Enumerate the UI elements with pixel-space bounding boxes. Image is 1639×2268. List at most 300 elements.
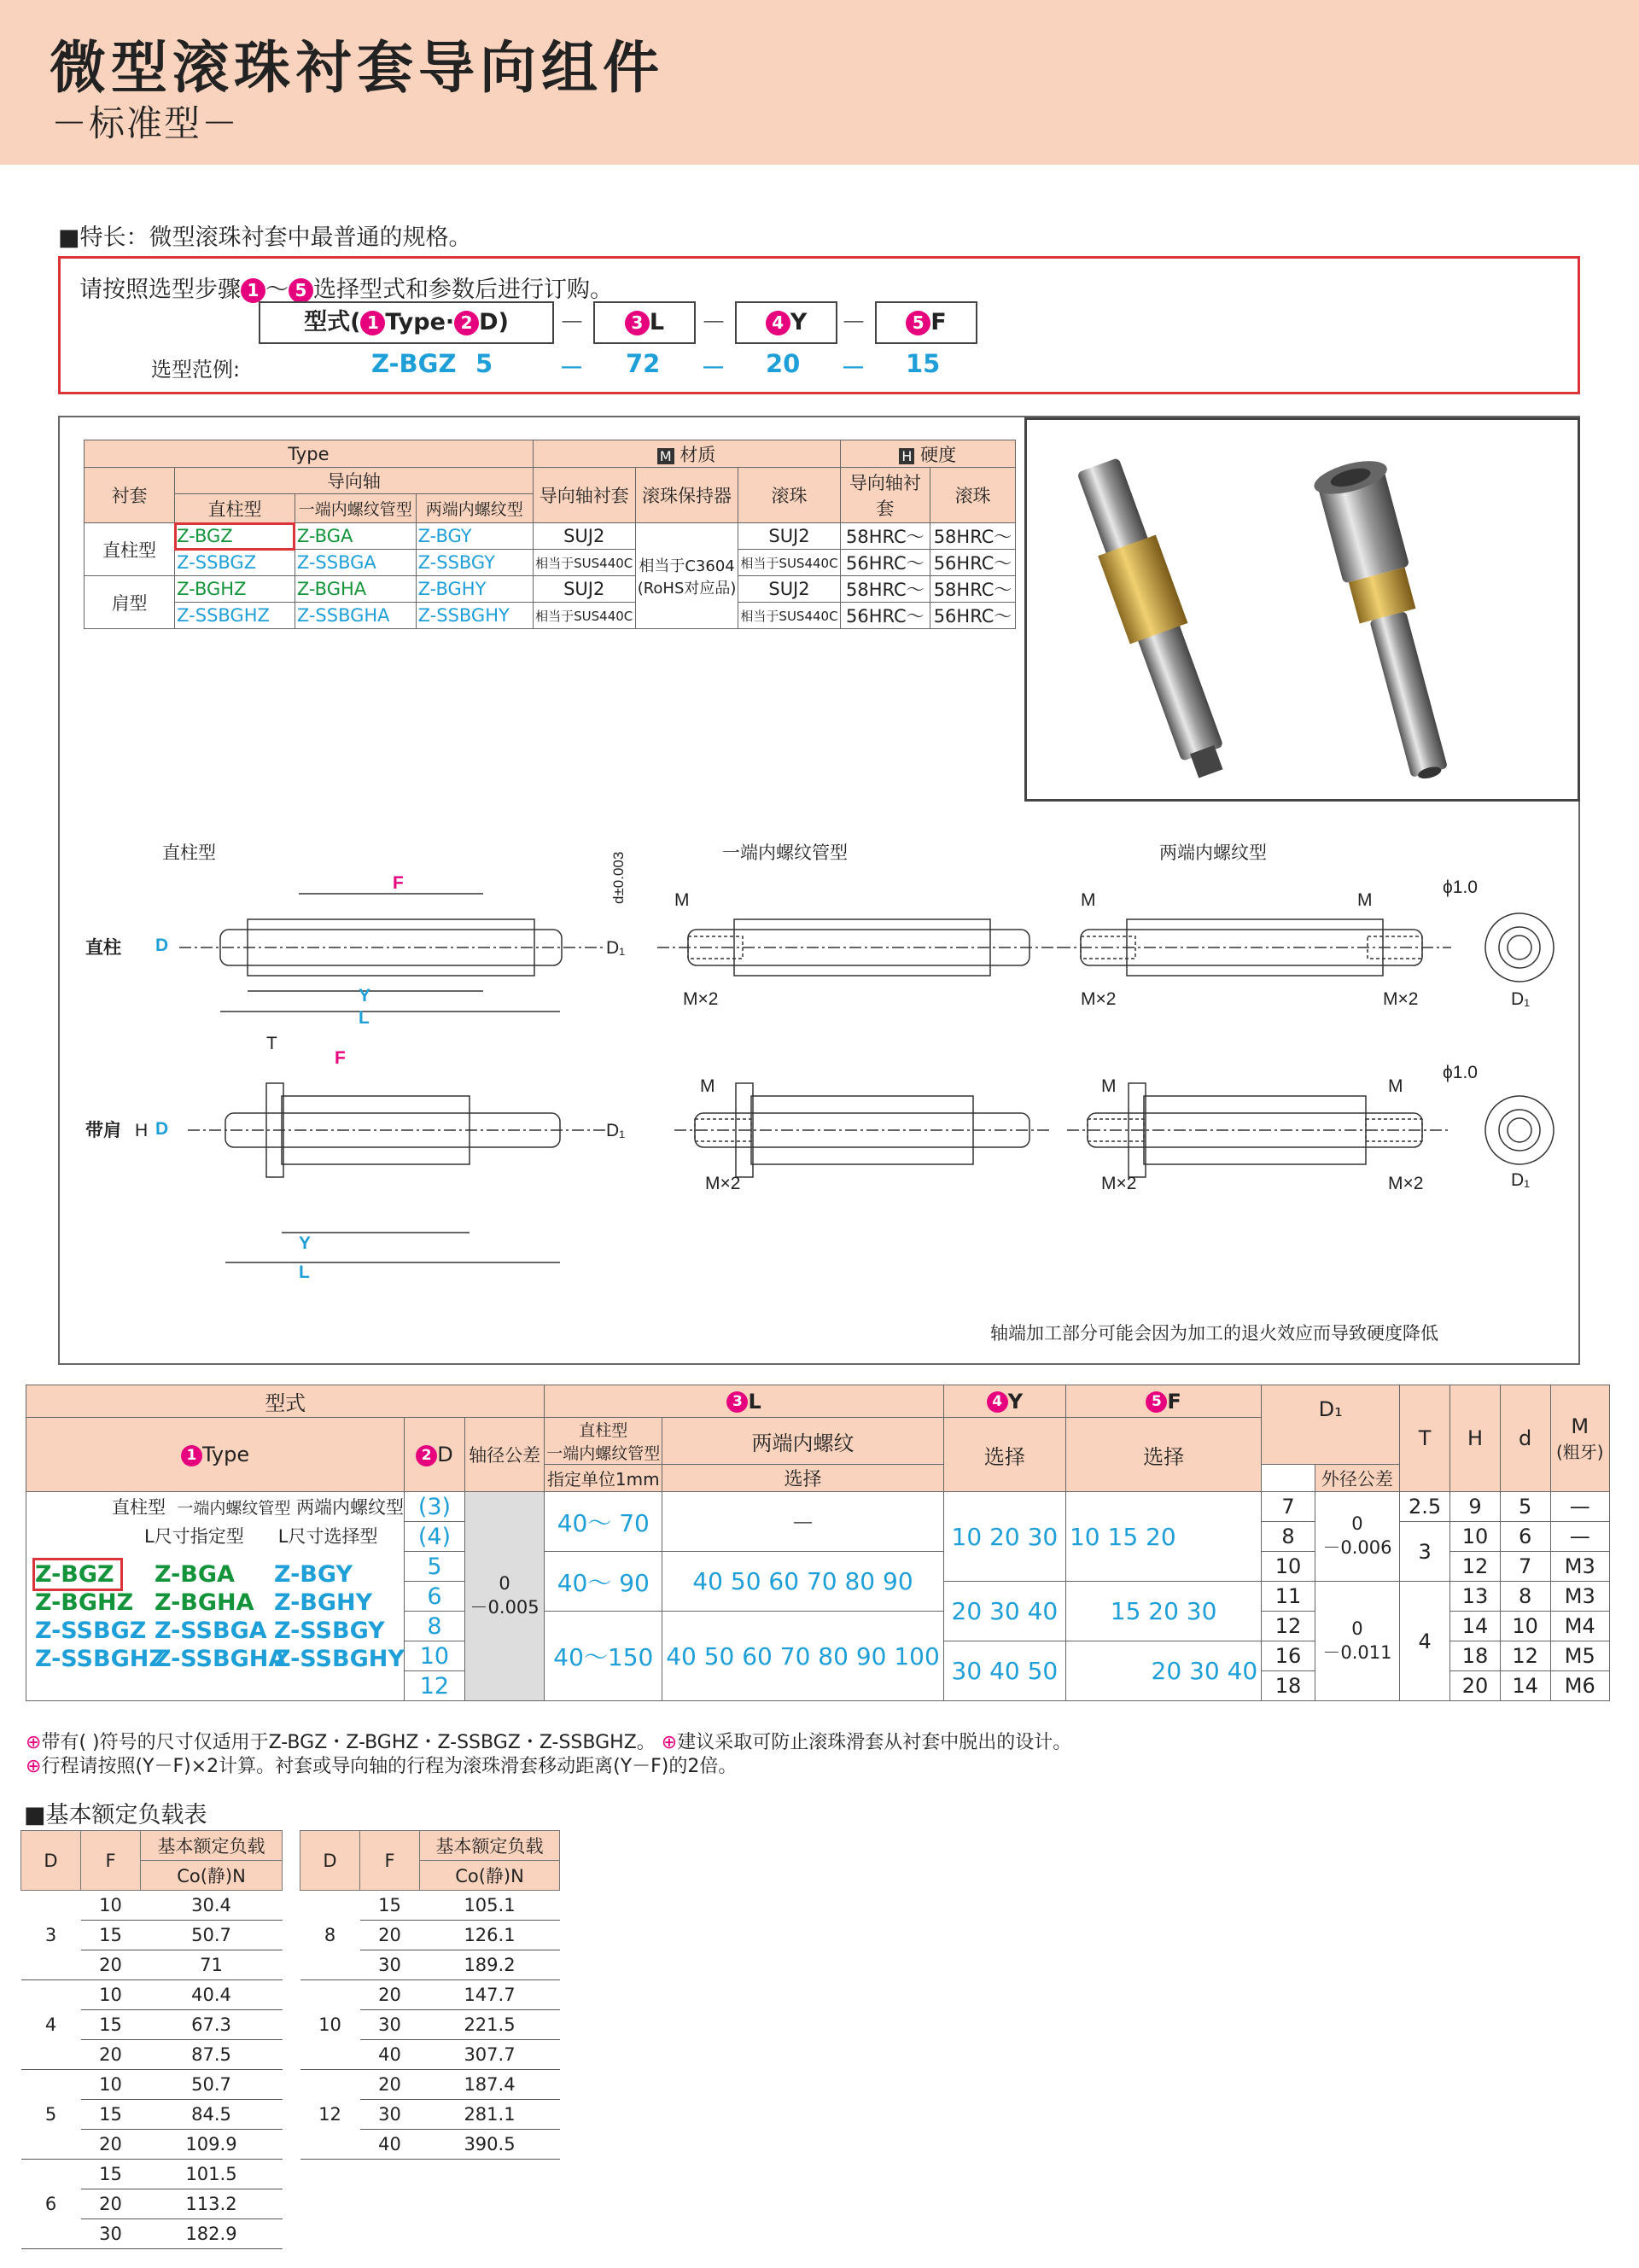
product-photo — [1024, 417, 1580, 802]
type-item: Z-SSBGY — [274, 1618, 385, 1644]
h-value: 20 — [1450, 1671, 1501, 1701]
h-d-small: d — [1500, 1385, 1550, 1492]
example-l: 72 — [626, 349, 661, 378]
d1-value: 10 — [1262, 1552, 1315, 1582]
order-instruction — [79, 271, 613, 304]
load-d: 6 — [21, 2160, 81, 2249]
step-1-badge: 1 — [241, 278, 265, 303]
m-value: — — [1550, 1522, 1609, 1552]
spec-shaft-both: Z-BGY — [416, 523, 533, 550]
spec-h-one-end: 一端内螺纹管型 — [295, 494, 416, 523]
dash: － — [841, 308, 866, 338]
example-d: 5 — [475, 349, 493, 378]
h-m-coarse: (粗牙) — [1555, 1441, 1604, 1462]
dim-f: F — [335, 1048, 346, 1068]
page-subtitle: －标准型－ — [51, 102, 240, 144]
type-item: Z-SSBGHA — [155, 1646, 287, 1672]
example-dash: － — [559, 353, 585, 382]
step-3-badge: 3 — [625, 311, 650, 335]
y-1: 10 20 30 — [943, 1492, 1065, 1582]
dim-mx2: M×2 — [1383, 989, 1419, 1009]
spec-h-hard-shaft: 导向轴衬套 — [840, 468, 930, 523]
spec-h1: 56HRC～ — [840, 550, 930, 576]
spec-h-material — [533, 440, 840, 468]
d-small-value: 8 — [1500, 1582, 1550, 1612]
load-co: 71 — [141, 1950, 283, 1980]
type-cell — [26, 1492, 405, 1701]
material-label: 材质 — [680, 444, 716, 465]
example-y: 20 — [766, 349, 801, 378]
load-f: 20 — [81, 2130, 141, 2160]
m-value: M3 — [1550, 1582, 1609, 1612]
spec-shaft-straight: Z-SSBGZ — [175, 550, 295, 576]
spec-table — [84, 440, 1016, 629]
l-unit-3: 40～150 — [545, 1612, 662, 1701]
dim-d1-end: D₁ — [1511, 1170, 1531, 1190]
load-h-d: D — [21, 1831, 81, 1891]
step-4-badge: 4 — [766, 311, 790, 335]
row-shoulder: 带肩 — [85, 1121, 121, 1140]
h-f-select: 选择 — [1065, 1418, 1261, 1492]
m-badge: M — [657, 448, 674, 464]
retainer-line2: (RoHS对应品) — [637, 579, 737, 598]
m-value: M6 — [1550, 1671, 1609, 1701]
load-d: 10 — [300, 1980, 360, 2070]
type-item: Z-BGHZ — [35, 1589, 134, 1616]
dim-phi: ϕ1.0 — [1443, 877, 1478, 897]
spec-mat: SUJ2 — [533, 523, 635, 550]
load-row — [300, 2070, 560, 2100]
h-m — [1550, 1385, 1609, 1492]
feature-text: ■特长：微型滚珠衬套中最普通的规格。 — [58, 224, 472, 251]
load-h-f: F — [81, 1831, 141, 1891]
spec-h2: 58HRC～ — [930, 576, 1016, 603]
spec-h-sleeve: 衬套 — [85, 468, 175, 523]
f-1: 10 15 20 — [1065, 1492, 1261, 1582]
load-co: 67.3 — [141, 2010, 283, 2040]
load-co: 187.4 — [420, 2070, 560, 2100]
l-unit-1: 40～ 70 — [545, 1492, 662, 1552]
type-item: Z-SSBGZ — [35, 1618, 147, 1644]
spec-h2: 56HRC～ — [930, 603, 1016, 629]
y-3: 30 40 50 — [943, 1641, 1065, 1701]
load-co: 30.4 — [141, 1891, 283, 1921]
type-d-box — [259, 301, 554, 344]
f-box — [875, 301, 977, 344]
load-f: 30 — [360, 2100, 420, 2130]
load-f: 20 — [360, 1980, 420, 2010]
load-d: 8 — [300, 1891, 360, 1980]
box-d: D — [479, 309, 499, 335]
load-f: 10 — [81, 2070, 141, 2100]
spec-h-shaft-sleeve: 导向轴衬套 — [533, 468, 635, 523]
t-value: 3 — [1400, 1522, 1450, 1582]
load-co: 281.1 — [420, 2100, 560, 2130]
dim-y: Y — [299, 1233, 312, 1253]
hardness-label: 硬度 — [920, 444, 957, 465]
load-f: 30 — [360, 2010, 420, 2040]
load-f: 10 — [81, 1891, 141, 1921]
d1-tol-upper: 0 — [1351, 1513, 1363, 1534]
h-value: 12 — [1450, 1552, 1501, 1582]
dim-mx2: M×2 — [683, 989, 719, 1009]
dim-d: D — [155, 1119, 169, 1139]
page-header — [0, 0, 1639, 165]
type-item: Z-BGHA — [155, 1589, 254, 1616]
spec-drawing-panel — [58, 416, 1580, 1365]
type-one-end: 一端内螺纹管型 — [177, 1499, 291, 1518]
shaft-straight-image — [1069, 455, 1239, 784]
spec-h1: 58HRC～ — [840, 523, 930, 550]
spec-ball: 相当于SUS440C — [738, 550, 840, 576]
spec-h-shaft: 导向轴 — [175, 468, 534, 494]
d1-tol-upper: 0 — [1351, 1618, 1363, 1639]
load-f: 30 — [81, 2219, 141, 2249]
l-box — [593, 301, 696, 344]
h-badge: H — [899, 448, 914, 464]
load-row — [300, 1980, 560, 2010]
load-co: 390.5 — [420, 2130, 560, 2160]
load-co: 101.5 — [141, 2160, 283, 2189]
label-both-ends: 两端内螺纹型 — [1159, 843, 1267, 863]
h-l — [545, 1385, 943, 1418]
d-small-value: 12 — [1500, 1641, 1550, 1671]
d1-value: 16 — [1262, 1641, 1315, 1671]
type-item: Z-SSBGA — [155, 1618, 267, 1644]
type-item: Z-SSBGHY — [274, 1646, 405, 1672]
d-value: 6 — [405, 1582, 465, 1612]
h-d1 — [1262, 1385, 1400, 1465]
load-h-load: 基本额定负载 — [420, 1831, 560, 1861]
load-table-left — [20, 1830, 283, 2249]
d-value: 12 — [405, 1671, 465, 1701]
example-dash: － — [701, 353, 726, 382]
example-type: Z-BGZ — [371, 349, 457, 378]
h-straight: 直柱型 — [579, 1421, 628, 1440]
load-left-body — [21, 1891, 283, 2249]
type-item: Z-SSBGHZ — [35, 1646, 166, 1672]
d-value: (3) — [405, 1492, 465, 1522]
box-f: F — [930, 309, 947, 335]
spec-sleeve: 直柱型 — [85, 523, 175, 576]
load-co: 87.5 — [141, 2040, 283, 2070]
step-1-badge: 1 — [181, 1445, 202, 1466]
example-dash: － — [841, 353, 866, 382]
d-small-value: 14 — [1500, 1671, 1550, 1701]
dash: － — [701, 308, 726, 338]
dim-f: F — [393, 873, 404, 893]
load-co: 147.7 — [420, 1980, 560, 2010]
step-5-badge: 5 — [906, 311, 930, 335]
box-l: L — [649, 309, 665, 335]
load-table-right — [300, 1830, 560, 2160]
dim-m: M — [1357, 890, 1373, 910]
dim-d: D — [155, 936, 169, 955]
note-line-2 — [26, 1752, 737, 1778]
step-1-badge: 1 — [360, 311, 385, 335]
l-sel-3: 40 50 60 70 80 90 100 — [662, 1612, 944, 1701]
load-row — [300, 1891, 560, 1921]
dim-mx2: M×2 — [1101, 1174, 1137, 1193]
l-sel-2: 40 50 60 70 80 90 — [662, 1552, 944, 1612]
instruction-tilde: ～ — [265, 277, 289, 303]
spec-h-type: Type — [85, 440, 534, 468]
step-2-badge: 2 — [454, 311, 479, 335]
dim-l: L — [299, 1262, 310, 1282]
load-right-body — [300, 1891, 560, 2160]
spec-h2: 56HRC～ — [930, 550, 1016, 576]
spec-h1: 58HRC～ — [840, 576, 930, 603]
type-straight: 直柱型 — [112, 1497, 166, 1518]
spec-shaft-both: Z-SSBGY — [416, 550, 533, 576]
load-co: 307.7 — [420, 2040, 560, 2070]
dim-m: M — [674, 890, 690, 910]
h-value: 18 — [1450, 1641, 1501, 1671]
box-suffix: ) — [498, 309, 509, 335]
m-value: M5 — [1550, 1641, 1609, 1671]
h-value: 10 — [1450, 1522, 1501, 1552]
l-unit-2: 40～ 90 — [545, 1552, 662, 1612]
retainer-line1: 相当于C3604 — [639, 557, 735, 575]
d-small-value: 6 — [1500, 1522, 1550, 1552]
type-l-select: L尺寸选择型 — [277, 1526, 378, 1547]
f-3: 20 30 40 — [1065, 1641, 1261, 1701]
type-l-specified: L尺寸指定型 — [144, 1526, 244, 1547]
d1-tol-2 — [1315, 1582, 1399, 1701]
load-f: 15 — [81, 2100, 141, 2130]
load-d: 4 — [21, 1980, 81, 2070]
h-d1-tol: 外径公差 — [1315, 1465, 1399, 1492]
step-3-badge: 3 — [726, 1391, 748, 1413]
spec-shaft-one: Z-BGHA — [295, 576, 416, 603]
d-value: (4) — [405, 1522, 465, 1552]
spec-h-hardness — [840, 440, 1015, 468]
spec-shaft-straight: Z-SSBGHZ — [175, 603, 295, 629]
y-2: 20 30 40 — [943, 1582, 1065, 1641]
drawings-svg — [77, 810, 1562, 1356]
instruction-text: 请按照选型步骤 — [79, 277, 241, 303]
load-row — [21, 1980, 283, 2010]
h-d — [405, 1418, 465, 1492]
d1-value: 8 — [1262, 1522, 1315, 1552]
page-title: 微型滚珠衬套导向组件 — [50, 35, 664, 101]
load-h-f: F — [360, 1831, 420, 1891]
type-grid — [35, 1548, 404, 1673]
spec-ball: SUJ2 — [738, 576, 840, 603]
note-icon: ⊕ — [26, 1756, 42, 1777]
load-f: 30 — [360, 1950, 420, 1980]
load-f: 40 — [360, 2130, 420, 2160]
load-d: 3 — [21, 1891, 81, 1980]
load-f: 20 — [360, 1921, 420, 1950]
load-f: 15 — [81, 2160, 141, 2189]
h-tol: 轴径公差 — [464, 1418, 545, 1492]
instruction-text-end: 选择型式和参数后进行订购。 — [313, 277, 613, 303]
h-l-label: L — [748, 1389, 761, 1414]
load-co: 109.9 — [141, 2130, 283, 2160]
tol-lower: －0.005 — [470, 1597, 540, 1618]
d-small-value: 7 — [1500, 1552, 1550, 1582]
label-straight-type: 直柱型 — [162, 843, 216, 863]
h-one-end: 一端内螺纹管型 — [546, 1444, 661, 1463]
note-text: 建议采取可防止滚珠滑套从衬套中脱出的设计。 — [677, 1732, 1072, 1753]
load-f: 15 — [360, 1891, 420, 1921]
box-dot: · — [445, 309, 455, 335]
dim-mx2: M×2 — [705, 1174, 741, 1193]
spec-shaft-both: Z-BGHY — [416, 576, 533, 603]
spec-shaft-both: Z-SSBGHY — [416, 603, 533, 629]
load-co: 105.1 — [420, 1891, 560, 1921]
spec-h1: 56HRC～ — [840, 603, 930, 629]
h-h: H — [1450, 1385, 1501, 1492]
spec-h-retainer: 滚珠保持器 — [635, 468, 738, 523]
load-co: 182.9 — [141, 2219, 283, 2249]
load-h-co: Co(静)N — [141, 1861, 283, 1891]
load-f: 15 — [81, 2010, 141, 2040]
spec-h-hard-ball: 滚珠 — [930, 468, 1016, 523]
load-title: ■基本额定负载表 — [24, 1802, 207, 1828]
load-h-d: D — [300, 1831, 360, 1891]
load-f: 20 — [81, 2040, 141, 2070]
load-row — [21, 1891, 283, 1921]
load-f: 20 — [81, 1950, 141, 1980]
load-row — [21, 2160, 283, 2189]
load-f: 40 — [360, 2040, 420, 2070]
box-type: Type — [385, 309, 446, 335]
h-value: 14 — [1450, 1612, 1501, 1641]
h-d1-empty — [1262, 1465, 1315, 1492]
spec-ball: SUJ2 — [738, 523, 840, 550]
load-d: 5 — [21, 2070, 81, 2160]
d1-tol-lower: －0.011 — [1322, 1641, 1392, 1663]
spec-h-both: 两端内螺纹型 — [416, 494, 533, 523]
load-co: 40.4 — [141, 1980, 283, 2010]
type-both: 两端内螺纹型 — [296, 1497, 405, 1518]
d1-tol-lower: －0.006 — [1322, 1537, 1392, 1558]
h-type — [26, 1418, 405, 1492]
h-value: 9 — [1450, 1492, 1501, 1522]
note-icon: ⊕ — [661, 1732, 678, 1753]
step-5-badge: 5 — [1146, 1391, 1167, 1413]
h-both: 两端内螺纹 — [662, 1418, 944, 1465]
tol-upper: 0 — [499, 1573, 510, 1594]
t-value: 2.5 — [1400, 1492, 1450, 1522]
d-value: 5 — [405, 1552, 465, 1582]
d1-value: 12 — [1262, 1612, 1315, 1641]
dim-mx2: M×2 — [1081, 989, 1117, 1009]
dim-h: H — [135, 1121, 149, 1140]
note-icon: ⊕ — [26, 1732, 42, 1753]
load-h-load: 基本额定负载 — [141, 1831, 283, 1861]
load-f: 20 — [360, 2070, 420, 2100]
h-y-label: Y — [1007, 1389, 1024, 1414]
t-value: 4 — [1400, 1582, 1450, 1701]
h-t: T — [1400, 1385, 1450, 1492]
m-value: M4 — [1550, 1612, 1609, 1641]
dim-m: M — [700, 1076, 715, 1096]
h-value: 13 — [1450, 1582, 1501, 1612]
spec-h-straight: 直柱型 — [175, 494, 295, 523]
y-box — [735, 301, 837, 344]
dim-m: M — [1388, 1076, 1403, 1096]
dim-d-tol: d±0.003 — [610, 851, 627, 904]
box-prefix: 型式( — [304, 309, 361, 335]
dim-d1-end: D₁ — [1511, 989, 1531, 1009]
load-h-co: Co(静)N — [420, 1861, 560, 1891]
l-sel-1: － — [662, 1492, 944, 1552]
spec-shaft-one: Z-SSBGHA — [295, 603, 416, 629]
h-m-label: M — [1571, 1414, 1589, 1438]
dim-m: M — [1101, 1076, 1117, 1096]
d1-value: 7 — [1262, 1492, 1315, 1522]
d-small-value: 10 — [1500, 1612, 1550, 1641]
type-row1 — [35, 1492, 404, 1519]
type-row2 — [35, 1519, 404, 1548]
spec-shaft-one: Z-SSBGA — [295, 550, 416, 576]
dim-m: M — [1081, 890, 1096, 910]
h-d1-label: D₁ — [1318, 1397, 1343, 1421]
box-y: Y — [790, 309, 808, 335]
load-co: 113.2 — [141, 2189, 283, 2219]
h-y — [943, 1385, 1065, 1418]
load-co: 126.1 — [420, 1921, 560, 1950]
h-f — [1065, 1385, 1261, 1418]
spec-ball: 相当于SUS440C — [738, 603, 840, 629]
h-type-group: 型式 — [26, 1385, 545, 1418]
tol-cell — [464, 1492, 545, 1701]
h-type-label: Type — [201, 1443, 250, 1466]
load-f: 15 — [81, 1921, 141, 1950]
m-value: M3 — [1550, 1552, 1609, 1582]
load-co: 84.5 — [141, 2100, 283, 2130]
load-f: 20 — [81, 2189, 141, 2219]
spec-shaft-straight: Z-BGHZ — [175, 576, 295, 603]
order-box — [58, 256, 1580, 394]
d-value: 10 — [405, 1641, 465, 1671]
h-l-select: 选择 — [662, 1465, 944, 1492]
row-straight: 直柱 — [85, 938, 121, 958]
example-label: 选型范例: — [151, 358, 241, 382]
spec-h2: 58HRC～ — [930, 523, 1016, 550]
load-co: 50.7 — [141, 1921, 283, 1950]
step-2-badge: 2 — [416, 1445, 437, 1466]
type-item: Z-BGHY — [274, 1589, 373, 1616]
h-d-label: D — [437, 1443, 453, 1466]
hardness-note: 轴端加工部分可能会因为加工的退火效应而导致硬度降低 — [990, 1324, 1438, 1344]
dim-d1: D₁ — [606, 1121, 626, 1140]
dim-mx2: M×2 — [1388, 1174, 1424, 1193]
dim-d1: D₁ — [606, 938, 626, 958]
spec-h-ball: 滚珠 — [738, 468, 840, 523]
note-text: 行程请按照(Y－F)×2计算。衬套或导向轴的行程为滚珠滑套移动距离(Y－F)的2倍。 — [41, 1756, 738, 1777]
spec-retainer — [635, 523, 738, 629]
type-item: Z-BGZ — [35, 1560, 120, 1589]
dim-l: L — [359, 1008, 370, 1028]
d1-tol-1 — [1315, 1492, 1399, 1582]
step-4-badge: 4 — [987, 1391, 1008, 1413]
spec-shaft-one: Z-BGA — [295, 523, 416, 550]
type-item: Z-BGY — [274, 1561, 353, 1588]
technical-drawings — [77, 810, 1562, 1356]
dimension-table — [26, 1385, 1610, 1701]
note-line-1 — [26, 1728, 1071, 1754]
label-one-end: 一端内螺纹管型 — [722, 843, 848, 863]
m-value: — — [1550, 1492, 1609, 1522]
example-f: 15 — [906, 349, 941, 378]
spec-sleeve: 肩型 — [85, 576, 175, 629]
spec-mat: 相当于SUS440C — [533, 603, 635, 629]
load-co: 50.7 — [141, 2070, 283, 2100]
